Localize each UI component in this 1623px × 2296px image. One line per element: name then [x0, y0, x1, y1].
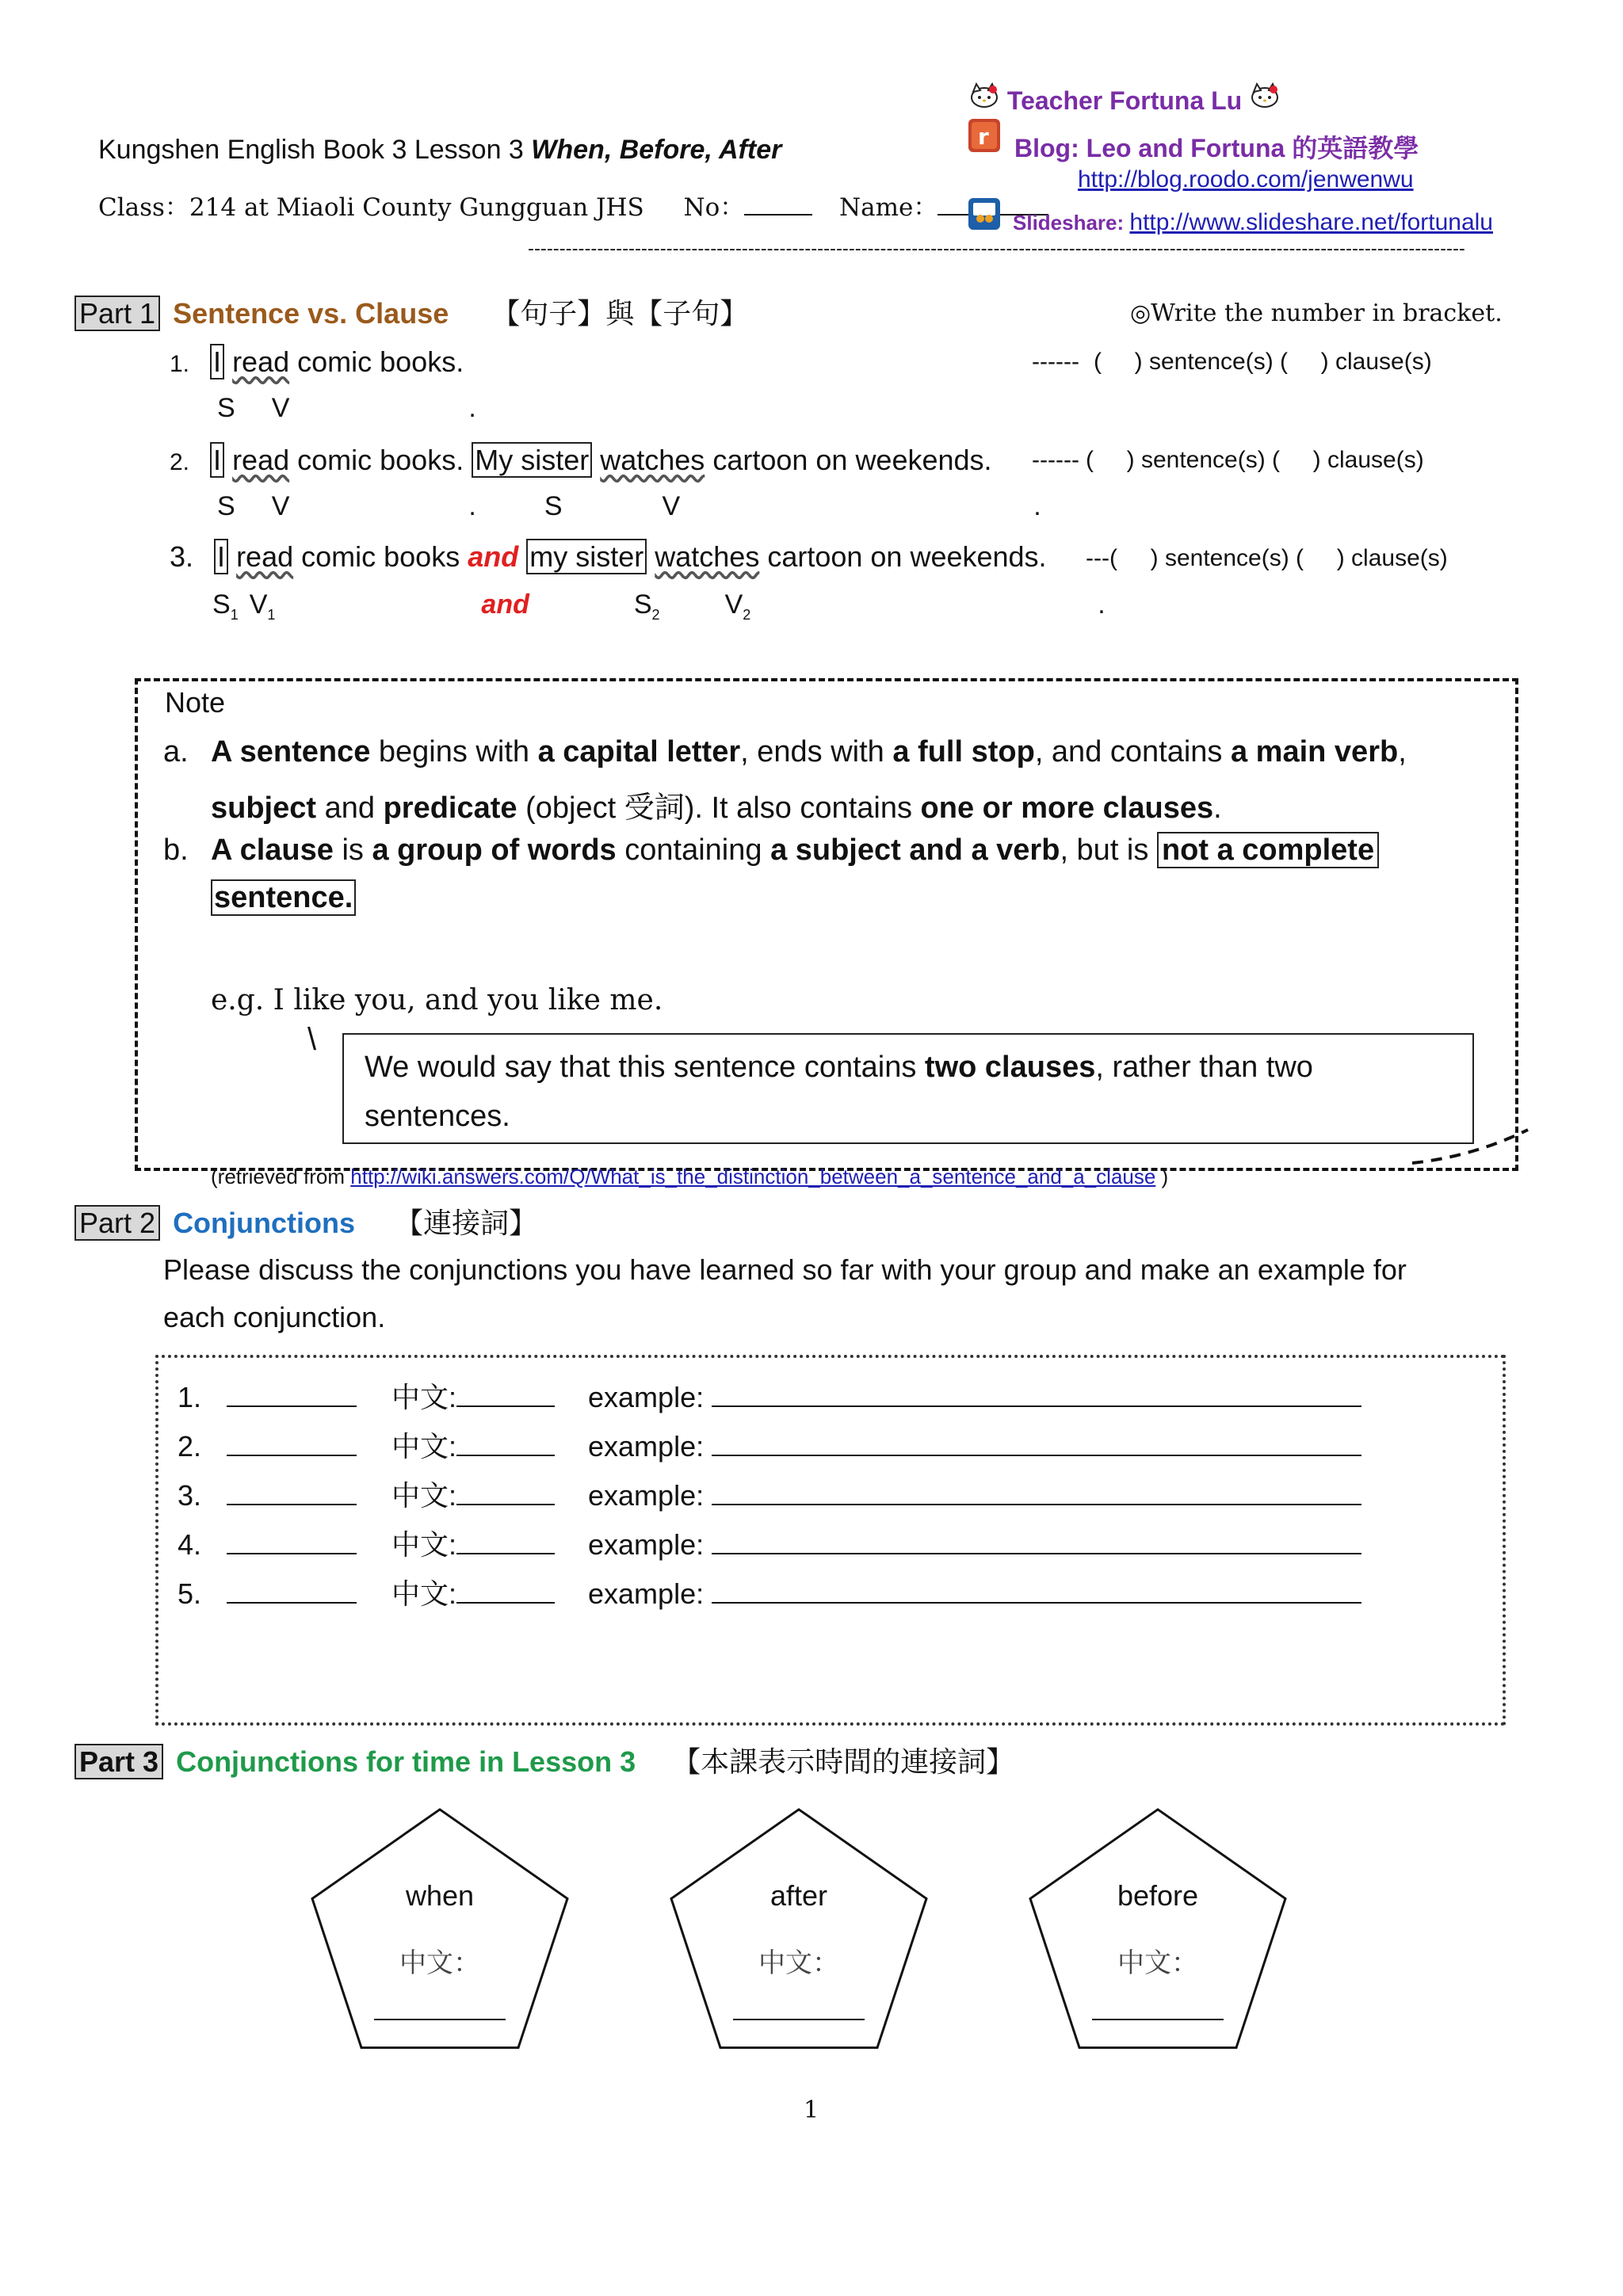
row-number: 5.: [178, 1577, 202, 1610]
roodo-blog-icon: [968, 119, 1000, 152]
sv-marker: S: [544, 491, 563, 521]
conjunction-row: [178, 1474, 1361, 1514]
teacher-line: [968, 82, 1281, 116]
part1-chinese: 【句子】與【子句】: [491, 297, 749, 330]
row-number: 1.: [178, 1381, 202, 1413]
part1-heading: [74, 292, 748, 332]
note-text: , ends with: [740, 735, 893, 769]
conjunction-row: [178, 1375, 1361, 1416]
teacher-name: Teacher Fortuna Lu: [1006, 86, 1243, 115]
sv-conjunction: and: [481, 589, 529, 620]
answer-text[interactable]: ( ) sentence(s) ( ) clause(s): [1085, 447, 1424, 473]
example-label: example:: [588, 1430, 705, 1463]
chinese-blank[interactable]: [456, 1405, 555, 1407]
chinese-blank[interactable]: [456, 1455, 555, 1456]
note-a-line2: [211, 783, 1222, 826]
note-text: ,: [1398, 735, 1407, 769]
answer-dashes: ------: [1032, 447, 1079, 473]
note-a: [163, 735, 1407, 769]
callout-text: , rather than two: [1095, 1051, 1313, 1084]
conjunction-blank[interactable]: [227, 1405, 357, 1407]
answer-line-2: [1032, 447, 1424, 474]
example-blank[interactable]: [712, 1553, 1361, 1554]
sentence-rest: cartoon on weekends.: [759, 540, 1047, 573]
callout-pointer: \: [307, 1022, 317, 1057]
example-blank[interactable]: [712, 1405, 1361, 1407]
answer-line-1: [1032, 349, 1432, 376]
part2-chinese: 【連接詞】: [395, 1207, 538, 1239]
note-b-line2: [211, 881, 356, 915]
pentagon-blank[interactable]: [733, 2019, 865, 2020]
note-text: (object 受詞). It also contains: [517, 791, 921, 825]
part3-tag: Part 3: [74, 1744, 163, 1779]
slideshare-icon: [968, 198, 1000, 230]
verb-wavy: read: [236, 540, 294, 573]
conjunction-blank[interactable]: [227, 1504, 357, 1505]
hello-kitty-icon: [1242, 86, 1281, 115]
pentagon-after: [668, 1806, 938, 2052]
callout-line1: [365, 1051, 1313, 1085]
chinese-blank[interactable]: [456, 1553, 555, 1554]
answer-text[interactable]: ( ) sentence(s) ( ) clause(s): [1109, 545, 1448, 571]
sv-marker: V: [724, 589, 743, 620]
sv-marker: V: [271, 491, 290, 521]
row-number: 3.: [178, 1479, 202, 1512]
class-line: [98, 187, 1048, 223]
conjunction-blank[interactable]: [227, 1455, 357, 1456]
sv-marker: .: [1098, 589, 1106, 620]
answer-dashes: ------: [1032, 349, 1079, 375]
sv-marker: S: [212, 589, 231, 620]
note-term: a capital letter: [537, 735, 741, 769]
hello-kitty-icon: [968, 86, 1007, 115]
note-text: begins with: [370, 735, 538, 769]
example-blank[interactable]: [712, 1504, 1361, 1505]
sv-marker: S: [217, 491, 235, 521]
part3-title: Conjunctions for time in Lesson 3: [176, 1745, 636, 1778]
chinese-blank[interactable]: [456, 1504, 555, 1505]
note-term: predicate: [383, 791, 517, 825]
subject-box: My sister: [472, 442, 592, 478]
chinese-label: 中文:: [391, 1479, 457, 1512]
sv-subscript: 1: [267, 606, 276, 623]
callout-line2: sentences.: [365, 1100, 510, 1133]
note-term: a group of words: [372, 833, 617, 867]
class-text: Class：214 at Miaoli County Gungguan JHS: [98, 193, 644, 222]
blog-label: Blog: Leo and Fortuna 的英語教學: [1014, 134, 1419, 162]
subject-box: I: [214, 539, 228, 574]
sv-marker: .: [468, 491, 476, 521]
callout-text: We would say that this sentence contains: [365, 1051, 925, 1084]
subject-box: I: [210, 344, 224, 379]
note-text: , but is: [1060, 833, 1157, 867]
pentagon-word: before: [1117, 1879, 1199, 1912]
sv-marker: V: [662, 491, 681, 521]
note-text: is: [333, 833, 372, 867]
no-blank[interactable]: [744, 214, 812, 215]
source-suffix: ): [1155, 1165, 1169, 1188]
verb-wavy: watches: [600, 444, 705, 476]
sv-marker: S: [217, 393, 235, 423]
conjunction-blank[interactable]: [227, 1602, 357, 1604]
sv-subscript: 2: [651, 606, 660, 623]
sv-marker: V: [271, 393, 290, 423]
pentagon-chinese: 中文：: [399, 1948, 480, 1978]
slideshare-link[interactable]: http://www.slideshare.net/fortunalu: [1129, 209, 1493, 235]
note-term: a full stop: [892, 735, 1035, 769]
no-label: No：: [683, 193, 745, 222]
sv-subscript: 2: [743, 606, 751, 623]
pentagon-when: [309, 1806, 579, 2052]
callout-box: [342, 1033, 1474, 1144]
note-title: Note: [165, 686, 226, 719]
conjunction-and: and: [468, 540, 519, 573]
sv-marker: S: [633, 589, 652, 620]
note-text: , and contains: [1034, 735, 1231, 769]
note-a-label: a.: [163, 735, 189, 769]
example-label: example:: [588, 1479, 705, 1512]
page-number: 1: [804, 2096, 819, 2124]
subject-box: I: [210, 442, 224, 478]
example-label: example:: [588, 1528, 705, 1561]
item-number: 2.: [170, 449, 190, 475]
sentence-rest: comic books.: [289, 345, 464, 378]
callout-term: two clauses: [924, 1051, 1096, 1084]
pentagon-blank[interactable]: [1092, 2019, 1224, 2020]
source-prefix: (retrieved from: [211, 1165, 351, 1188]
source-link[interactable]: http://wiki.answers.com/Q/What_is_the_distinction_between_a_sentence_and_a_clause: [350, 1165, 1156, 1188]
part2-instruction-2: each conjunction.: [163, 1301, 386, 1333]
item-number: 1.: [170, 351, 190, 377]
sv-marker: .: [1033, 491, 1041, 521]
chinese-label: 中文:: [391, 1577, 457, 1610]
note-term: A sentence: [211, 735, 371, 769]
sentence-rest: cartoon on weekends.: [705, 444, 992, 476]
part2-heading: [74, 1201, 537, 1241]
note-text: containing: [616, 833, 771, 867]
header-separator: -----------------------------------------------------------------------------------------------------------------------------------------------------: [528, 239, 1465, 259]
example-label: example:: [588, 1577, 705, 1610]
subject-box: my sister: [526, 539, 647, 574]
answer-dashes: ---: [1086, 545, 1109, 571]
slideshare-label: Slideshare:: [1013, 211, 1125, 235]
conjunction-row: [178, 1572, 1361, 1612]
answer-text[interactable]: ( ) sentence(s) ( ) clause(s): [1093, 349, 1432, 375]
pentagon-word: when: [405, 1879, 475, 1912]
sentence-item-1: [170, 345, 464, 379]
svg-text:r: r: [978, 124, 989, 150]
note-term: subject: [211, 791, 317, 825]
document-title: [98, 135, 781, 166]
example-label: example:: [588, 1381, 705, 1413]
chinese-blank[interactable]: [456, 1602, 555, 1604]
sv-marker: V: [249, 589, 268, 620]
row-number: 2.: [178, 1430, 202, 1463]
part1-title: Sentence vs. Clause: [173, 297, 449, 330]
part2-instruction-1: Please discuss the conjunctions you have learned so far with your group and make an example for: [163, 1253, 1407, 1286]
name-label: Name：: [838, 193, 938, 222]
conjunction-blank[interactable]: [227, 1553, 357, 1554]
blog-link[interactable]: http://blog.roodo.com/jenwenwu: [1078, 166, 1414, 193]
note-term: a main verb: [1230, 735, 1399, 769]
conjunction-row: [178, 1523, 1361, 1563]
note-example: e.g. I like you, and you like me.: [211, 984, 663, 1016]
pentagon-blank[interactable]: [374, 2019, 506, 2020]
verb-wavy: watches: [655, 540, 760, 573]
sv-line-1: [217, 393, 476, 424]
part2-tag: Part 2: [74, 1205, 160, 1241]
conjunction-row: [178, 1425, 1361, 1465]
part1-instruction: ◎Write the number in bracket.: [1130, 299, 1503, 327]
title-text: Kungshen English Book 3 Lesson 3: [98, 135, 532, 165]
pentagon-word: after: [769, 1879, 828, 1912]
sv-subscript: 1: [230, 606, 239, 623]
example-blank[interactable]: [712, 1602, 1361, 1604]
boxed-emphasis: not a complete: [1157, 832, 1379, 868]
example-blank[interactable]: [712, 1455, 1361, 1456]
verb-wavy: read: [232, 345, 290, 378]
note-b-label: b.: [163, 833, 189, 867]
title-italic: When, Before, After: [531, 135, 782, 165]
sv-line-3: [212, 589, 1106, 624]
slideshare-row: [1013, 209, 1493, 236]
note-term: a subject and a verb: [770, 833, 1060, 867]
verb-wavy: read: [232, 444, 290, 476]
sv-marker: .: [468, 393, 476, 423]
note-text: .: [1213, 791, 1222, 825]
sv-line-2: [217, 491, 1041, 522]
chinese-label: 中文:: [391, 1528, 457, 1561]
sentence-item-2: [170, 444, 992, 477]
chinese-label: 中文:: [391, 1430, 457, 1463]
part1-tag: Part 1: [74, 296, 160, 331]
pentagon-chinese: 中文：: [1117, 1948, 1198, 1978]
note-term: A clause: [211, 833, 334, 867]
chinese-label: 中文:: [391, 1381, 457, 1413]
boxed-emphasis: sentence.: [211, 879, 356, 916]
sentence-item-3: [170, 540, 1047, 574]
note-b: [163, 833, 1379, 868]
part2-title: Conjunctions: [173, 1207, 356, 1239]
item-number: 3.: [170, 540, 194, 573]
source-line: [211, 1165, 1168, 1189]
pentagon-before: [1027, 1806, 1296, 2052]
part3-heading: [74, 1740, 1014, 1780]
sentence-rest: comic books: [293, 540, 468, 573]
note-term: one or more clauses: [920, 791, 1214, 825]
pentagon-chinese: 中文：: [758, 1948, 839, 1978]
answer-line-3: [1086, 545, 1448, 572]
note-text: and: [316, 791, 384, 825]
part3-chinese: 【本課表示時間的連接詞】: [672, 1745, 1015, 1778]
sentence-rest: comic books.: [289, 444, 464, 476]
row-number: 4.: [178, 1528, 202, 1561]
